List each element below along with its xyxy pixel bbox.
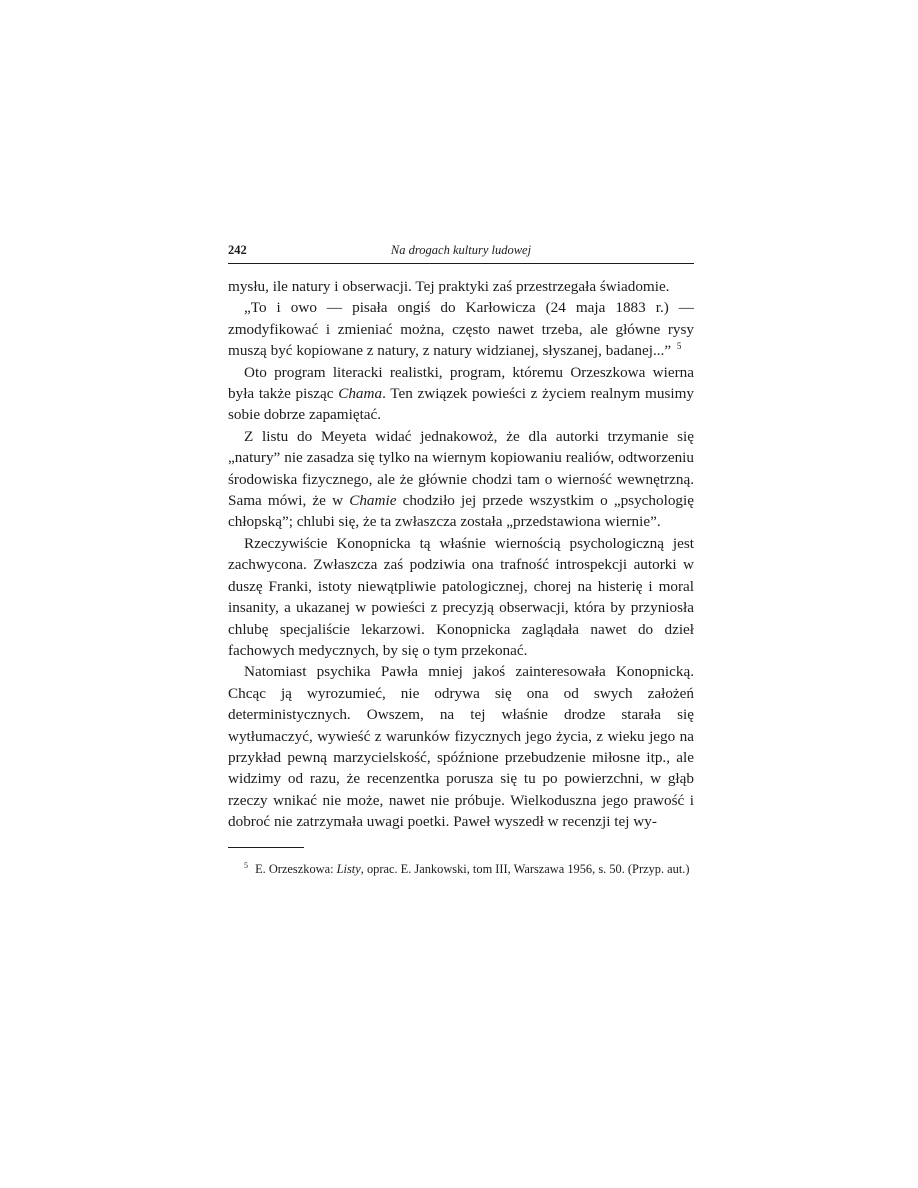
text-run: . Ten związek powieści z życiem realnym musimy sobie dobrze zapamiętać.: [228, 385, 694, 424]
italic-title: Chama: [338, 385, 383, 403]
text-run: Natomiast psychika Pawła mniej jakoś zainteresowała Konopnicką. Chcąc ją wyrozumieć, nie odrywa się ona od swych założeń deterministycznych. Owszem, na tej właśnie drodze starała się wytłumaczyć, wywieść z warunków fizycznych jego życia, z wieku jego na przykład pewną marzycielskość, spóźnione przebudzenie miłosne itp., ale widzimy od razu, że recenzentka porusza się tu po powierzchni, w głąb rzeczy wnikać nie może, nawet nie próbuje. Wielkoduszna jego prawość i dobroć nie zatrzymała uwagi poetki. Paweł wyszedł w recenzji tej wy-: [228, 663, 694, 831]
text-run: „To i owo — pisała ongiś do Karłowicza (24 maja 1883 r.) — zmodyfikować i zmieniać można, często nawet trzeba, ale główne rysy muszą być kopiowane z natury, z natury widzianej, słyszanej, badanej...”: [228, 299, 694, 360]
page-number: 242: [228, 243, 247, 257]
text-run: mysłu, ile natury i obserwacji. Tej praktyki zaś przestrzegała świadomie.: [228, 278, 670, 295]
footnote-separator: [228, 847, 304, 848]
footnote: [228, 860, 694, 878]
italic-title: Chamie: [349, 492, 397, 510]
running-head: [228, 240, 694, 260]
italic-title: Listy: [336, 861, 361, 876]
paragraph: [228, 426, 694, 533]
text-run: E. Orzeszkowa:: [252, 861, 337, 876]
paragraph: [228, 661, 694, 832]
footnote-marker: 5: [244, 860, 248, 870]
text-run: , oprac. E. Jankowski, tom III, Warszawa 1956, s. 50. (Przyp. aut.): [360, 861, 690, 876]
footnote-reference: 5: [676, 341, 682, 352]
header-rule: [228, 263, 694, 264]
body-text: [228, 276, 694, 833]
footnote-text: [252, 862, 690, 876]
paragraph: [228, 276, 694, 297]
text-run: chodziło jej przede wszystkim o „psychologię chłopską”; chlubi się, że ta zwłaszcza została „przedstawiona wiernie”.: [228, 492, 694, 531]
running-title: Na drogach kultury ludowej: [390, 243, 532, 257]
paragraph: [228, 297, 694, 361]
text-run: Rzeczywiście Konopnicka tą właśnie wiernością psychologiczną jest zachwycona. Zwłaszcza zaś podziwia ona trafność introspekcji autorki w duszę Franki, istoty niewątpliwie patologicznej, chorej na histerię i moral insanity, a ukazanej w powieści z precyzją obserwacji, która by przyniosła chlubę specjaliście lekarzowi. Konopnicka zaglądała nawet do dzieł fachowych medycznych, by się o tym przekonać.: [228, 534, 694, 659]
text-run: Z listu do Meyeta widać jednakowoż, że dla autorki trzymanie się „natury” nie zasadza się tylko na wiernym kopiowaniu realiów, odtworzeniu środowiska fizycznego, ale że głównie chodzi tam o wierność wewnętrzną. Sama mówi, że w: [228, 427, 694, 510]
paragraph: [228, 533, 694, 661]
paragraph: [228, 362, 694, 426]
text-run: Oto program literacki realistki, program, któremu Orzeszkowa wierna była także pisząc: [228, 363, 694, 403]
book-page: [228, 240, 694, 878]
